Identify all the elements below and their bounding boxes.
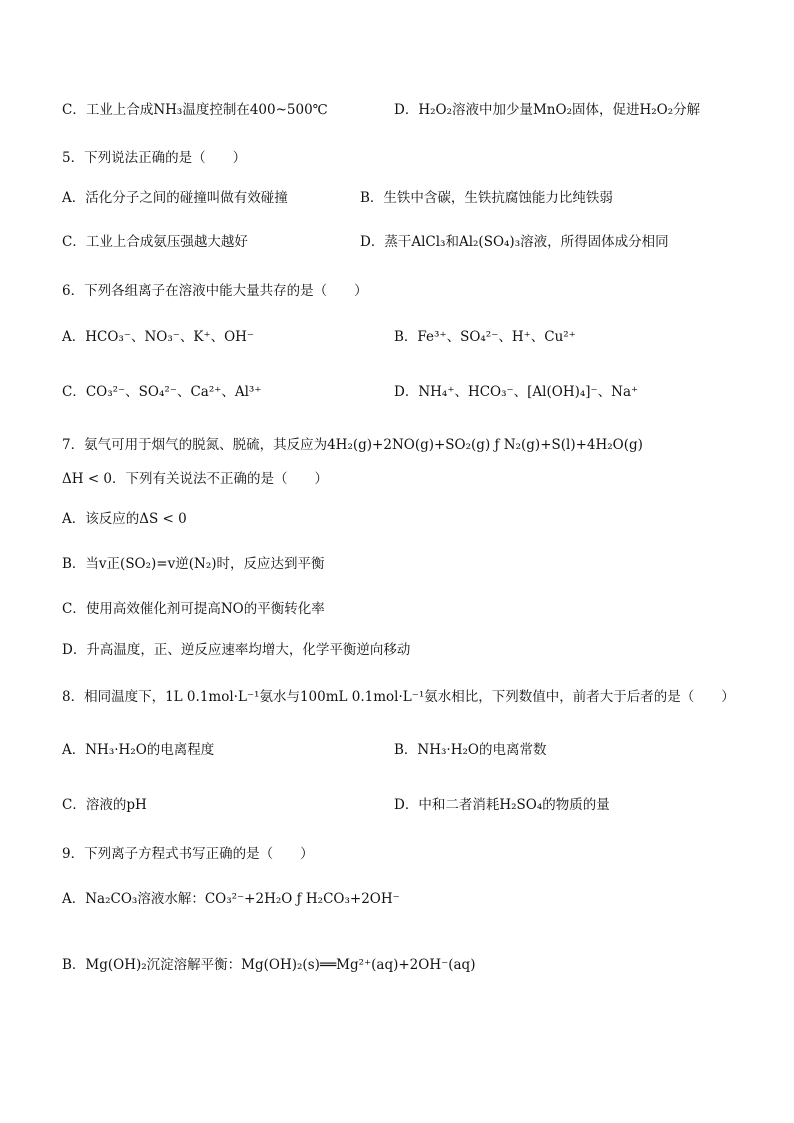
q5-option-b: B．生铁中含碳，生铁抗腐蚀能力比纯铁弱 <box>360 190 613 206</box>
q8-option-c: C．溶液的pH <box>62 797 147 813</box>
q9-option-a: A．Na₂CO₃溶液水解：CO₃²⁻+2H₂O ƒ H₂CO₃+2OH⁻ <box>62 891 400 907</box>
q5-stem: 5．下列说法正确的是（ ） <box>62 150 247 166</box>
q9-stem: 9．下列离子方程式书写正确的是（ ） <box>62 846 314 862</box>
q6-option-a: A．HCO₃⁻、NO₃⁻、K⁺、OH⁻ <box>62 329 255 345</box>
q9-option-b: B．Mg(OH)₂沉淀溶解平衡：Mg(OH)₂(s)══Mg²⁺(aq)+2OH⁻(aq) <box>62 957 476 973</box>
q6-stem: 6．下列各组离子在溶液中能大量共存的是（ ） <box>62 283 368 299</box>
prev-option-c: C．工业上合成NH₃温度控制在400~500℃ <box>62 102 328 118</box>
q6-option-d: D．NH₄⁺、HCO₃⁻、[Al(OH)₄]⁻、Na⁺ <box>394 384 639 400</box>
q5-option-d: D．蒸干AlCl₃和Al₂(SO₄)₃溶液，所得固体成分相同 <box>360 234 669 250</box>
q7-option-c: C．使用高效催化剂可提高NO的平衡转化率 <box>62 601 325 617</box>
prev-option-d: D．H₂O₂溶液中加少量MnO₂固体，促进H₂O₂分解 <box>394 102 701 118</box>
q5-option-c: C．工业上合成氨压强越大越好 <box>62 234 248 250</box>
q8-option-a: A．NH₃·H₂O的电离程度 <box>62 742 215 758</box>
q7-option-a: A．该反应的ΔS < 0 <box>62 511 187 527</box>
q5-option-a: A．活化分子之间的碰撞叫做有效碰撞 <box>62 190 288 206</box>
q7-stem-line2: ΔH < 0．下列有关说法不正确的是（ ） <box>62 471 329 487</box>
q6-option-c: C．CO₃²⁻、SO₄²⁻、Ca²⁺、Al³⁺ <box>62 384 262 400</box>
q7-stem-line1: 7．氨气可用于烟气的脱氮、脱硫，其反应为4H₂(g)+2NO(g)+SO₂(g) ƒ N₂(g)+S(l)+4H₂O(g) <box>62 437 643 453</box>
q7-option-d: D．升高温度，正、逆反应速率均增大，化学平衡逆向移动 <box>62 642 411 658</box>
q7-option-b: B．当v正(SO₂)=v逆(N₂)时，反应达到平衡 <box>62 556 325 572</box>
q6-option-b: B．Fe³⁺、SO₄²⁻、H⁺、Cu²⁺ <box>394 329 576 345</box>
q8-option-d: D．中和二者消耗H₂SO₄的物质的量 <box>394 797 610 813</box>
q8-option-b: B．NH₃·H₂O的电离常数 <box>394 742 547 758</box>
q8-stem: 8．相同温度下，1L 0.1mol·L⁻¹氨水与100mL 0.1mol·L⁻¹氨水相比，下列数值中，前者大于后者的是（ ） <box>62 689 735 705</box>
